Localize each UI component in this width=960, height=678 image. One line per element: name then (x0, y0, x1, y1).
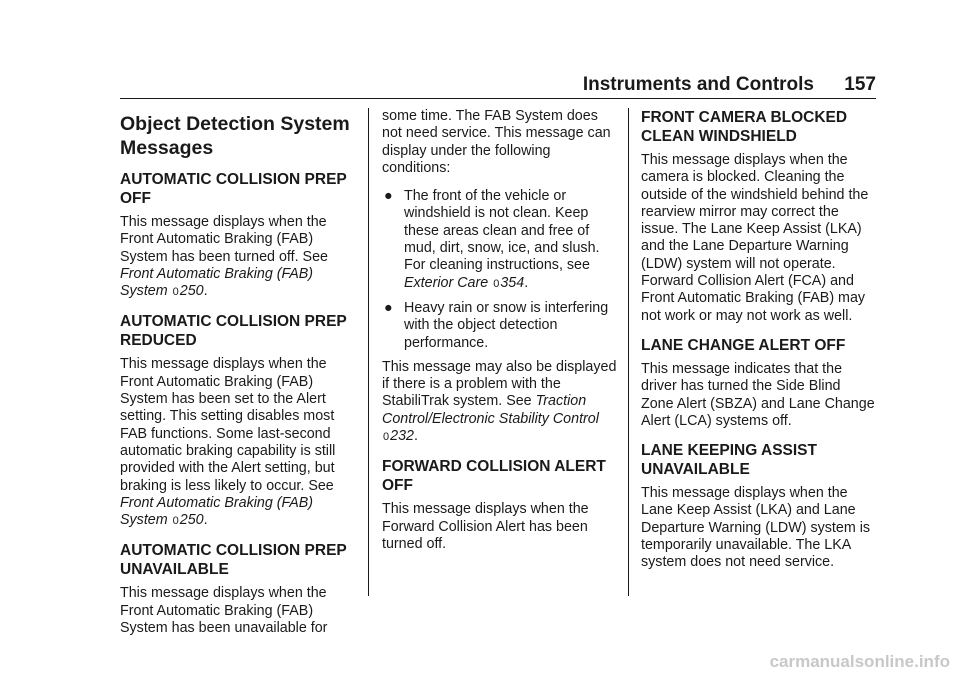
heading-collision-prep-off: AUTOMATIC COLLISION PREP OFF (120, 171, 347, 207)
heading-forward-collision-alert-off: FORWARD COLLISION ALERT OFF (382, 458, 606, 495)
cross-reference-link[interactable]: Front Automatic Braking (FAB) System (120, 494, 314, 529)
bullet-icon: ● (384, 299, 393, 316)
list-item: ● The front of the vehicle or windshield is not clean. Keep these areas clean and free of mud, dirt, snow, ice, and slush. For cleaning instructions, see Exterior Care 0354. (384, 188, 600, 291)
paragraph: This message may also be displayed if there is a problem with the StabiliTrak system. See Traction Control/Electronic Stability Control 0232. (382, 358, 617, 445)
column-divider (628, 108, 629, 596)
ref-page[interactable]: 250 (179, 283, 204, 300)
heading-collision-prep-unavailable: AUTOMATIC COLLISION PREP UNAVAILABLE (120, 542, 347, 579)
cross-reference-link[interactable]: Exterior Care (404, 274, 489, 291)
paragraph: This message displays when the Front Automatic Braking (FAB) System has been set to the Alert setting. This setting disables most FAB functions. Some last-second automatic braking capability is still provided with the Alert setting, but braking is less likely to occur. See Front Automatic Braking (FAB) System 0250. (120, 356, 336, 529)
watermark: carmanualsonline.info (769, 652, 950, 671)
section-title: Object Detection System Messages (120, 113, 350, 159)
paragraph: some time. The FAB System does not need service. This message can display under the following conditions: (382, 108, 611, 176)
bullet-icon: ● (384, 188, 393, 205)
page-number: 157 (844, 74, 876, 95)
paragraph: This message displays when the camera is blocked. Cleaning the outside of the windshield behind the rearview mirror may correct the issue. The Lane Keep Assist (LKA) and the Lane Departure Warning (LDW) system will not operate. Forward Collision Alert (FCA) and Front Automatic Braking (FAB) may not work or may not work as well. (641, 152, 869, 324)
paragraph-text: This message may also be displayed if there is a problem with the StabiliTrak system. See (382, 358, 617, 410)
paragraph-text: This message displays when the Front Automatic Braking (FAB) System has been set to the Alert setting. This setting disables most FAB functions. Some last-second automatic braking capability is still provided with the Alert setting, but braking is less likely to occur. See (120, 356, 336, 494)
cross-reference-link[interactable]: Traction Control/Electronic Stability Control (382, 393, 599, 427)
column-2 (382, 108, 618, 564)
cross-reference-link[interactable]: Front Automatic Braking (FAB) System (120, 265, 314, 300)
heading-lane-keeping-assist-unavailable: LANE KEEPING ASSIST UNAVAILABLE (641, 442, 817, 479)
page-ref-icon: 0 (172, 286, 179, 299)
list-item-text: The front of the vehicle or windshield is not clean. Keep these areas clean and free of mud, dirt, snow, ice, and slush. For cleaning instructions, see (404, 188, 600, 274)
paragraph: This message displays when the Front Automatic Braking (FAB) System has been unavailable for (120, 585, 328, 637)
paragraph: This message displays when the Forward Collision Alert has been turned off. (382, 501, 589, 552)
header-title: Instruments and Controls (582, 74, 814, 95)
column-3 (641, 108, 877, 583)
page-ref-icon: 0 (172, 515, 179, 528)
heading-lane-change-alert-off: LANE CHANGE ALERT OFF (641, 336, 846, 354)
heading-front-camera-blocked: FRONT CAMERA BLOCKED CLEAN WINDSHIELD (641, 109, 848, 145)
ref-page[interactable]: 250 (179, 512, 204, 529)
column-1 (120, 108, 356, 648)
ref-page[interactable]: 232 (390, 428, 414, 445)
page-ref-icon: 0 (383, 431, 390, 444)
column-divider (368, 108, 369, 596)
list-item-text: Heavy rain or snow is interfering with the object detection performance. (404, 299, 609, 351)
page-ref-icon: 0 (493, 277, 500, 290)
paragraph-text: This message displays when the Front Automatic Braking (FAB) System has been turned off. See (120, 214, 328, 265)
list-item (382, 300, 618, 352)
ref-page[interactable]: 354 (500, 274, 525, 291)
page-header (120, 72, 876, 99)
paragraph: This message displays when the Front Automatic Braking (FAB) System has been turned off. See Front Automatic Braking (FAB) System 0250. (120, 214, 328, 300)
paragraph: This message displays when the Lane Keep Assist (LKA) and Lane Departure Warning (LDW) system is temporarily unavailable. The LKA system does not need service. (641, 485, 871, 571)
heading-collision-prep-reduced: AUTOMATIC COLLISION PREP REDUCED (120, 313, 347, 350)
paragraph: This message indicates that the driver has turned the Side Blind Zone Alert (SBZA) and Lane Change Alert (LCA) systems off. (641, 360, 875, 429)
